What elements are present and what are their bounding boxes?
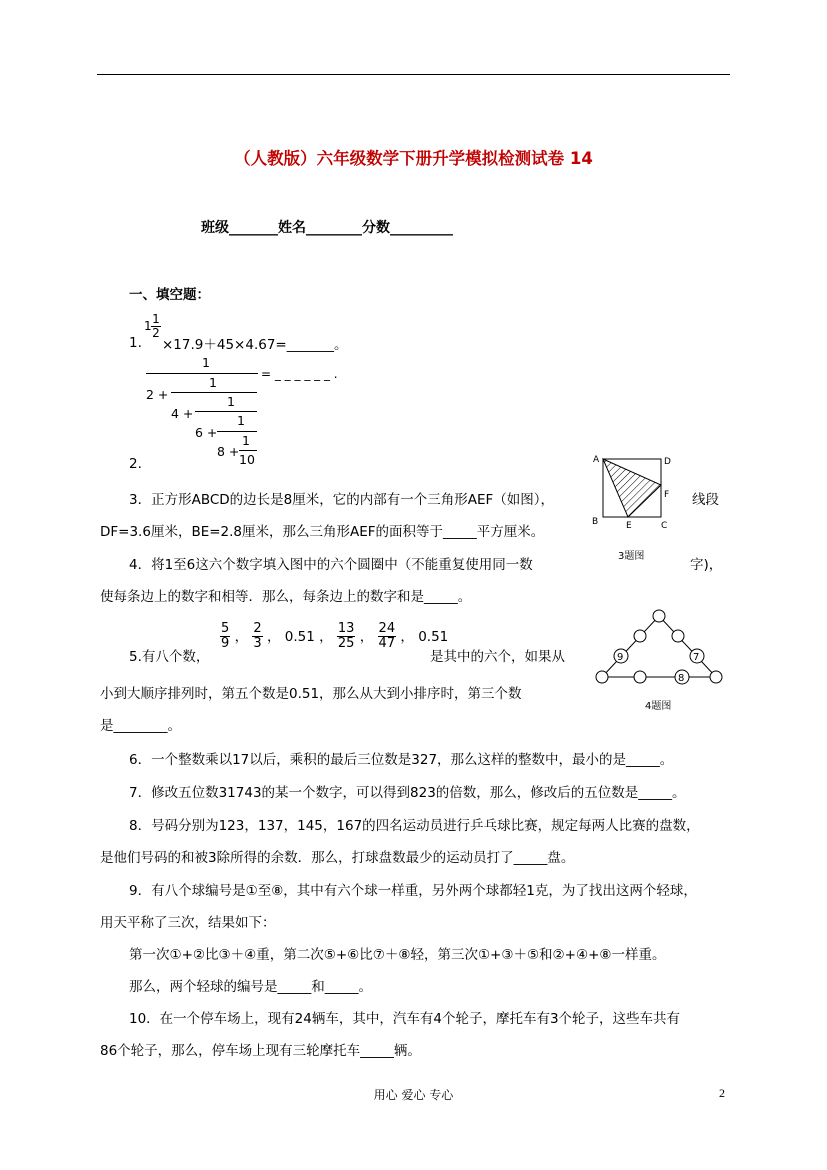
- q5-frac-4: $\frac{24}{47}$: [378, 621, 396, 652]
- cf-bar5: [239, 450, 257, 451]
- q8-line1: 8．号码分别为123，137，145，167的四名运动员进行乒乓球比赛，规定每两人比赛的盘数，: [129, 818, 700, 834]
- cf-bar2: [171, 392, 257, 393]
- header-rule: [97, 74, 730, 75]
- q10-line2: 86个轮子，那么，停车场上现有三轮摩托车_____辆。: [100, 1043, 421, 1059]
- q10-line1: 10．在一个停车场上，现有24辆车，其中，汽车有4个轮子，摩托车有3个轮子，这些车共有: [129, 1011, 681, 1027]
- circle-right-upper: [672, 630, 684, 642]
- cf-d5: 10: [239, 452, 255, 467]
- q5-suffix: 是其中的六个，如果从: [430, 649, 565, 665]
- circle-label-9: 9: [617, 652, 624, 663]
- q9-line1: 9．有八个球编号是①至⑧，其中有六个球一样重，另外两个球都轻1克，为了找出这两个轻球，: [129, 883, 697, 899]
- q5-frac-2: $\frac{2}{3}$: [253, 621, 262, 652]
- label-c: C: [661, 521, 668, 531]
- q5-frac-1: $\frac{5}{9}$: [221, 621, 230, 652]
- q7: 7．修改五位数31743的某一个数字，可以得到823的倍数，那么，修改后的五位数是_____。: [129, 785, 686, 801]
- figure-4: [590, 603, 730, 715]
- q1-mixed-whole: 1: [144, 319, 152, 333]
- label-d: D: [664, 457, 671, 467]
- cf-n2: 1: [209, 375, 217, 390]
- fig4-caption: 4题图: [645, 701, 672, 712]
- triangle-aef: [603, 459, 661, 517]
- cf-d4: 8 +: [217, 444, 240, 459]
- q5-frac-3: $\frac{13}{25}$: [337, 621, 355, 652]
- q9-line2: 用天平称了三次，结果如下：: [100, 915, 276, 931]
- q1-label: 1.: [129, 335, 142, 351]
- q2-label: 2.: [129, 456, 142, 472]
- q1-mixed-frac: [151, 313, 161, 340]
- q9-line4: 那么，两个轻球的编号是_____和_____。: [129, 979, 372, 995]
- footer-motto: 用心 爱心 专心: [373, 1088, 454, 1102]
- figure-3: [588, 450, 688, 568]
- cf-bar4: [217, 431, 257, 432]
- q3-line2: DF=3.6厘米，BE=2.8厘米，那么三角形AEF的面积等于_____平方厘米。: [100, 524, 545, 540]
- question-2: [129, 355, 369, 475]
- cf-n3: 1: [227, 394, 235, 409]
- q9-line3: 第一次①+②比③＋④重，第二次⑤+⑥比⑦＋⑧轻，第三次①+③＋⑤和②+④+⑧一样重。: [129, 947, 666, 963]
- label-a: A: [593, 455, 600, 465]
- q1-numerator: 1: [152, 312, 160, 326]
- section-heading: 一、填空题：: [129, 287, 210, 303]
- cf-bar1: [146, 373, 258, 374]
- cf-n1: 1: [202, 355, 210, 370]
- q5-line2: 小到大顺序排列时，第五个数是0.51，那么从大到小排序时，第三个数: [100, 686, 522, 702]
- cf-answer: = _ _ _ _ _ _ .: [261, 367, 338, 381]
- circle-bottom-2: [634, 671, 646, 683]
- q3-line1: 3．正方形ABCD的边长是8厘米，它的内部有一个三角形AEF（如图），: [129, 492, 555, 508]
- cf-d3: 6 +: [195, 425, 218, 440]
- q5-dec-2: 0.51: [418, 628, 449, 645]
- cf-d2: 4 +: [171, 406, 194, 421]
- q3-line1-tail: 线段: [692, 492, 719, 508]
- cf-bar3: [195, 411, 257, 412]
- cf-d1: 2 +: [146, 387, 169, 402]
- cf-n4: 1: [237, 413, 245, 428]
- circle-label-7: 7: [693, 652, 700, 663]
- q1-denominator: 2: [152, 326, 160, 340]
- q6: 6．一个整数乘以17以后，乘积的最后三位数是327，那么这样的整数中，最小的是_____。: [129, 752, 674, 768]
- q4-line1: 4．将1至6这六个数字填入图中的六个圆圈中（不能重复使用同一数: [129, 557, 533, 573]
- q5-line3: 是________。: [100, 718, 181, 734]
- page-title: （人教版）六年级数学下册升学模拟检测试卷 14: [234, 149, 593, 168]
- q4-line1-tail: 字)，: [690, 557, 723, 573]
- label-e: E: [626, 521, 632, 531]
- cf-n5: 1: [242, 433, 250, 448]
- student-info-line: 班级_______姓名________分数_________: [201, 220, 453, 236]
- q5-prefix: 5.有八个数，: [129, 649, 210, 665]
- circle-top: [653, 610, 665, 622]
- q8-line2: 是他们号码的和被3除所得的余数．那么，打球盘数最少的运动员打了_____盘。: [100, 850, 575, 866]
- circle-bottom-right: [710, 671, 722, 683]
- q1-expression: ×17.9＋45×4.67=_______。: [162, 337, 348, 353]
- page-number: 2: [719, 1086, 725, 1100]
- fig3-caption: 3题图: [618, 551, 645, 562]
- label-f: F: [664, 490, 670, 500]
- q5-dec-1: 0.51: [284, 628, 315, 645]
- q4-line2: 使每条边上的数字和相等．那么，每条边上的数字和是_____。: [100, 589, 472, 605]
- q5-numbers: $\frac{5}{9}$ ， $\frac{2}{3}$ ， 0.51 ， $\frac{13}{25}$ ， $\frac{24}{47}$ ， 0.51: [221, 621, 449, 652]
- circle-label-8: 8: [678, 673, 685, 684]
- label-b: B: [592, 517, 599, 527]
- circle-left-upper: [634, 630, 646, 642]
- circle-bottom-left: [596, 671, 608, 683]
